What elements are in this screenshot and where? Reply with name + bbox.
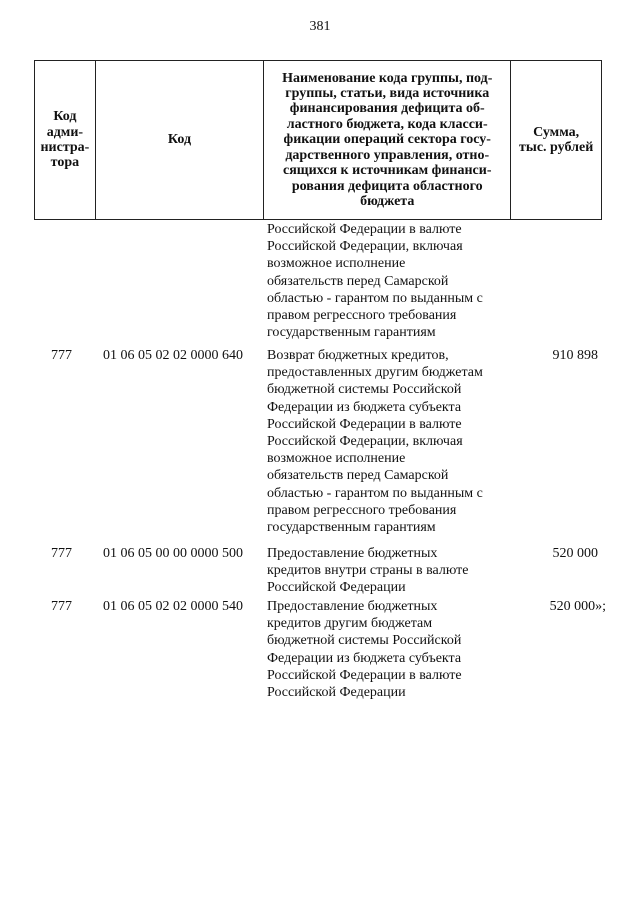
row-admin-code: 777 (51, 599, 72, 614)
continuation-text: Российской Федерации в валюте Российской Федерации, включая возможное исполнение обязательств перед Самарской областью - гарантом по выданным с правом регрессного требования государственным гарантиям (267, 222, 483, 341)
row-code: 01 06 05 00 00 0000 500 (103, 546, 243, 561)
row-admin-code: 777 (51, 546, 72, 561)
row-name: Предоставление бюджетных кредитов другим бюджетам бюджетной системы Российской Федерации из бюджета субъекта Российской Федерации в валюте Российской Федерации (267, 599, 462, 701)
header-admin-code-label: Код адми- нистра- тора (40, 109, 90, 171)
row-admin-code: 777 (51, 348, 72, 363)
row-code: 01 06 05 02 02 0000 640 (103, 348, 243, 363)
header-sum-label: Сумма, тыс. рублей (519, 124, 594, 155)
page-number: 381 (309, 19, 331, 34)
row-sum: 520 000 (552, 546, 598, 561)
header-code-label: Код (167, 132, 192, 148)
table-header (34, 60, 602, 220)
header-code (96, 61, 264, 219)
row-sum: 520 000»; (549, 599, 606, 614)
row-name: Предоставление бюджетных кредитов внутри страны в валюте Российской Федерации (267, 546, 469, 596)
row-name: Возврат бюджетных кредитов, предоставленных другим бюджетам бюджетной системы Российской Федерации из бюджета субъекта Российской Федерации в валюте Российской Федерации, включая возможное исполнение обязательств перед Самарской областью - гарантом по выданным с правом регрессного требования государственным гарантиям (267, 348, 483, 536)
row-code: 01 06 05 02 02 0000 540 (103, 599, 243, 614)
header-name-label: Наименование кода группы, под- группы, статьи, вида источника финансирования дефицита об- ластного бюджета, кода класси- фикации операций сектора госу- дарственного управления, отно- сящихся к источникам финанси- рования дефицита областного бюджета (282, 70, 493, 209)
header-sum (511, 61, 601, 219)
header-admin-code (35, 61, 96, 219)
header-name (264, 61, 511, 219)
row-sum: 910 898 (552, 348, 598, 363)
